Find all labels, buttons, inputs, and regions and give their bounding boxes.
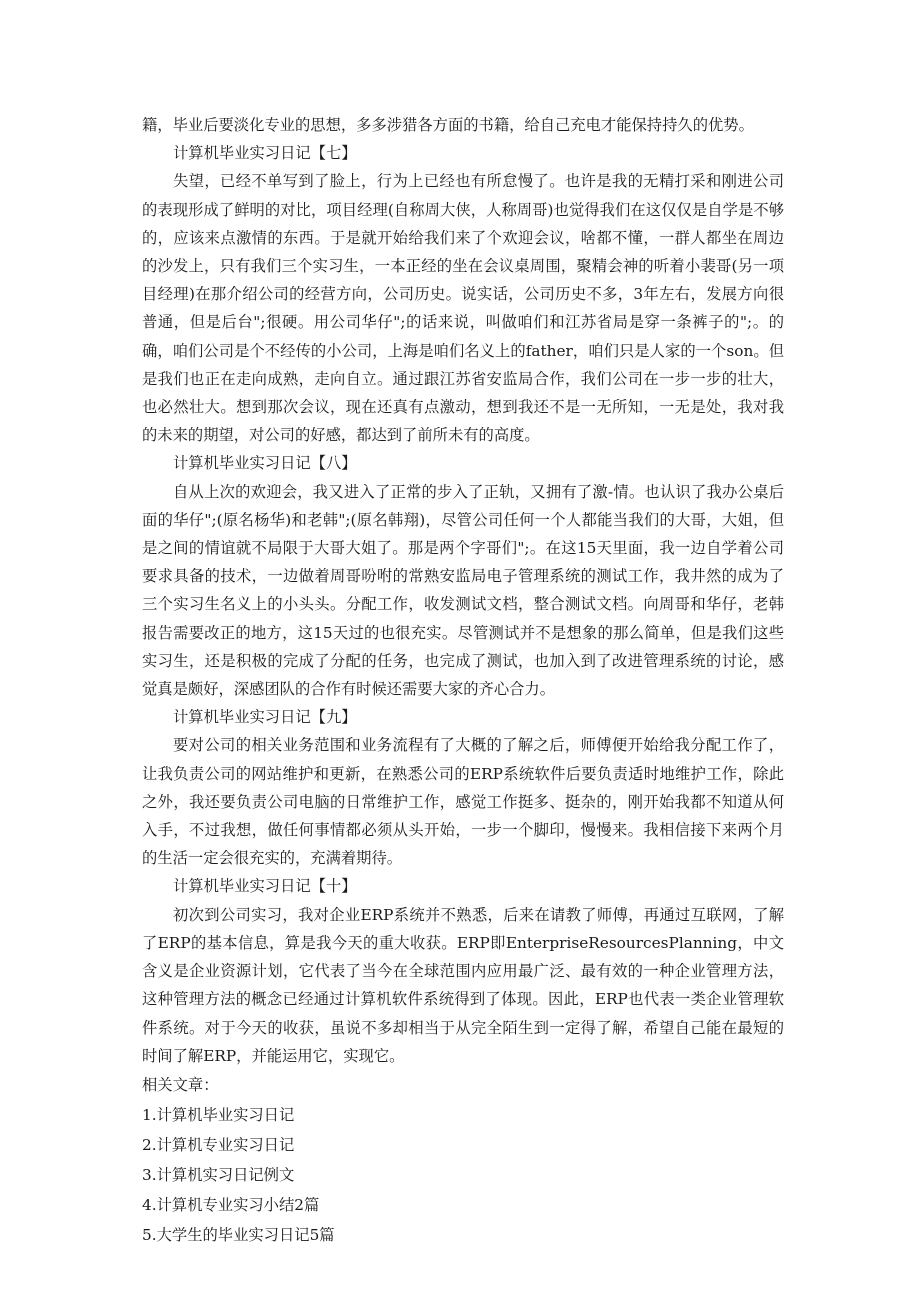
related-article-link[interactable]: 3.计算机实习日记例文 [142, 1165, 295, 1184]
related-article-link[interactable]: 1.计算机毕业实习日记 [142, 1105, 295, 1124]
section-heading-7: 计算机毕业实习日记【七】 [173, 144, 357, 163]
related-article-link[interactable]: 5.大学生的毕业实习日记5篇 [142, 1225, 335, 1244]
related-article-link[interactable]: 4.计算机专业实习小结2篇 [142, 1195, 320, 1214]
section-body-8: 自从上次的欢迎会，我又进入了正常的步入了正轨，又拥有了激-情。也认识了我办公桌后面的华仔";(原名杨华)和老韩";(原名韩翔)，尽管公司任何一个人都能当我们的大哥，大姐，但是之间的情谊就不局限于大哥大姐了。那是两个字哥们";。在这15天里面，我一边自学着公司要求具备的技术，一边做着周哥吩咐的常熟安监局电子管理系统的测试工作，我井然的成为了三个实习生名义上的小头头。分配工作，收发测试文档，整合测试文档。向周哥和华仔，老韩报告需要改正的地方，这15天过的也很充实。尽管测试并不是想象的那么简单，但是我们这些实习生，还是积极的完成了分配的任务，也完成了测试，也加入到了改进管理系统的讨论，感觉真是颇好，深感团队的合作有时候还需要大家的齐心合力。 [142, 482, 784, 699]
related-articles-title: 相关文章： [142, 1075, 219, 1094]
section-body-7: 失望，已经不单写到了脸上，行为上已经也有所怠慢了。也许是我的无精打采和刚进公司的表现形成了鲜明的对比，项目经理(自称周大侠，人称周哥)也觉得我们在这仅仅是自学是不够的，应该来点激情的东西。于是就开始给我们来了个欢迎会议，啥都不懂，一群人都坐在周边的沙发上，只有我们三个实习生，一本正经的坐在会议桌周围，聚精会神的听着小裴哥(另一项目经理)在那介绍公司的经营方向，公司历史。说实话，公司历史不多，3年左右，发展方向很普通，但是后台";很硬。用公司华仔";的话来说，叫做咱们和江苏省局是穿一条裤子的";。的确，咱们公司是个不经传的小公司，上海是咱们名义上的father，咱们只是人家的一个son。但是我们也正在走向成熟，走向自立。通过跟江苏省安监局合作，我们公司在一步一步的壮大，也必然壮大。想到那次会议，现在还真有点激动，想到我还不是一无所知，一无是处，我对我的未来的期望，对公司的好感，都达到了前所未有的高度。 [142, 172, 784, 445]
section-heading-9: 计算机毕业实习日记【九】 [173, 708, 357, 727]
intro-paragraph: 籍，毕业后要淡化专业的思想，多多涉猎各方面的书籍，给自己充电才能保持持久的优势。 [142, 116, 754, 134]
section-heading-8: 计算机毕业实习日记【八】 [173, 454, 357, 473]
section-body-10: 初次到公司实习，我对企业ERP系统并不熟悉，后来在请教了师傅，再通过互联网，了解了ERP的基本信息，算是我今天的重大收获。ERP即EnterpriseResourcesPlanning，中文含义是企业资源计划，它代表了当今在全球范围内应用最广泛、最有效的一种企业管理方法，这种管理方法的概念已经通过计算机软件系统得到了体现。因此，ERP也代表一类企业管理软件系统。对于今天的收获，虽说不多却相当于从完全陌生到一定得了解，希望自己能在最短的时间了解ERP，并能运用它，实现它。 [142, 905, 784, 1065]
related-articles-list [142, 1100, 784, 1250]
section-heading-10: 计算机毕业实习日记【十】 [173, 877, 357, 896]
related-articles [142, 1070, 784, 1250]
related-article-link[interactable]: 2.计算机专业实习日记 [142, 1135, 295, 1154]
section-body-9: 要对公司的相关业务范围和业务流程有了大概的了解之后，师傅便开始给我分配工作了，让我负责公司的网站维护和更新，在熟悉公司的ERP系统软件后要负责适时地维护工作，除此之外，我还要负责公司电脑的日常维护工作，感觉工作挺多、挺杂的，刚开始我都不知道从何入手，不过我想，做任何事情都必须从头开始，一步一个脚印，慢慢来。我相信接下来两个月的生活一定会很充实的，充满着期待。 [142, 736, 784, 868]
document-page [142, 111, 784, 1250]
